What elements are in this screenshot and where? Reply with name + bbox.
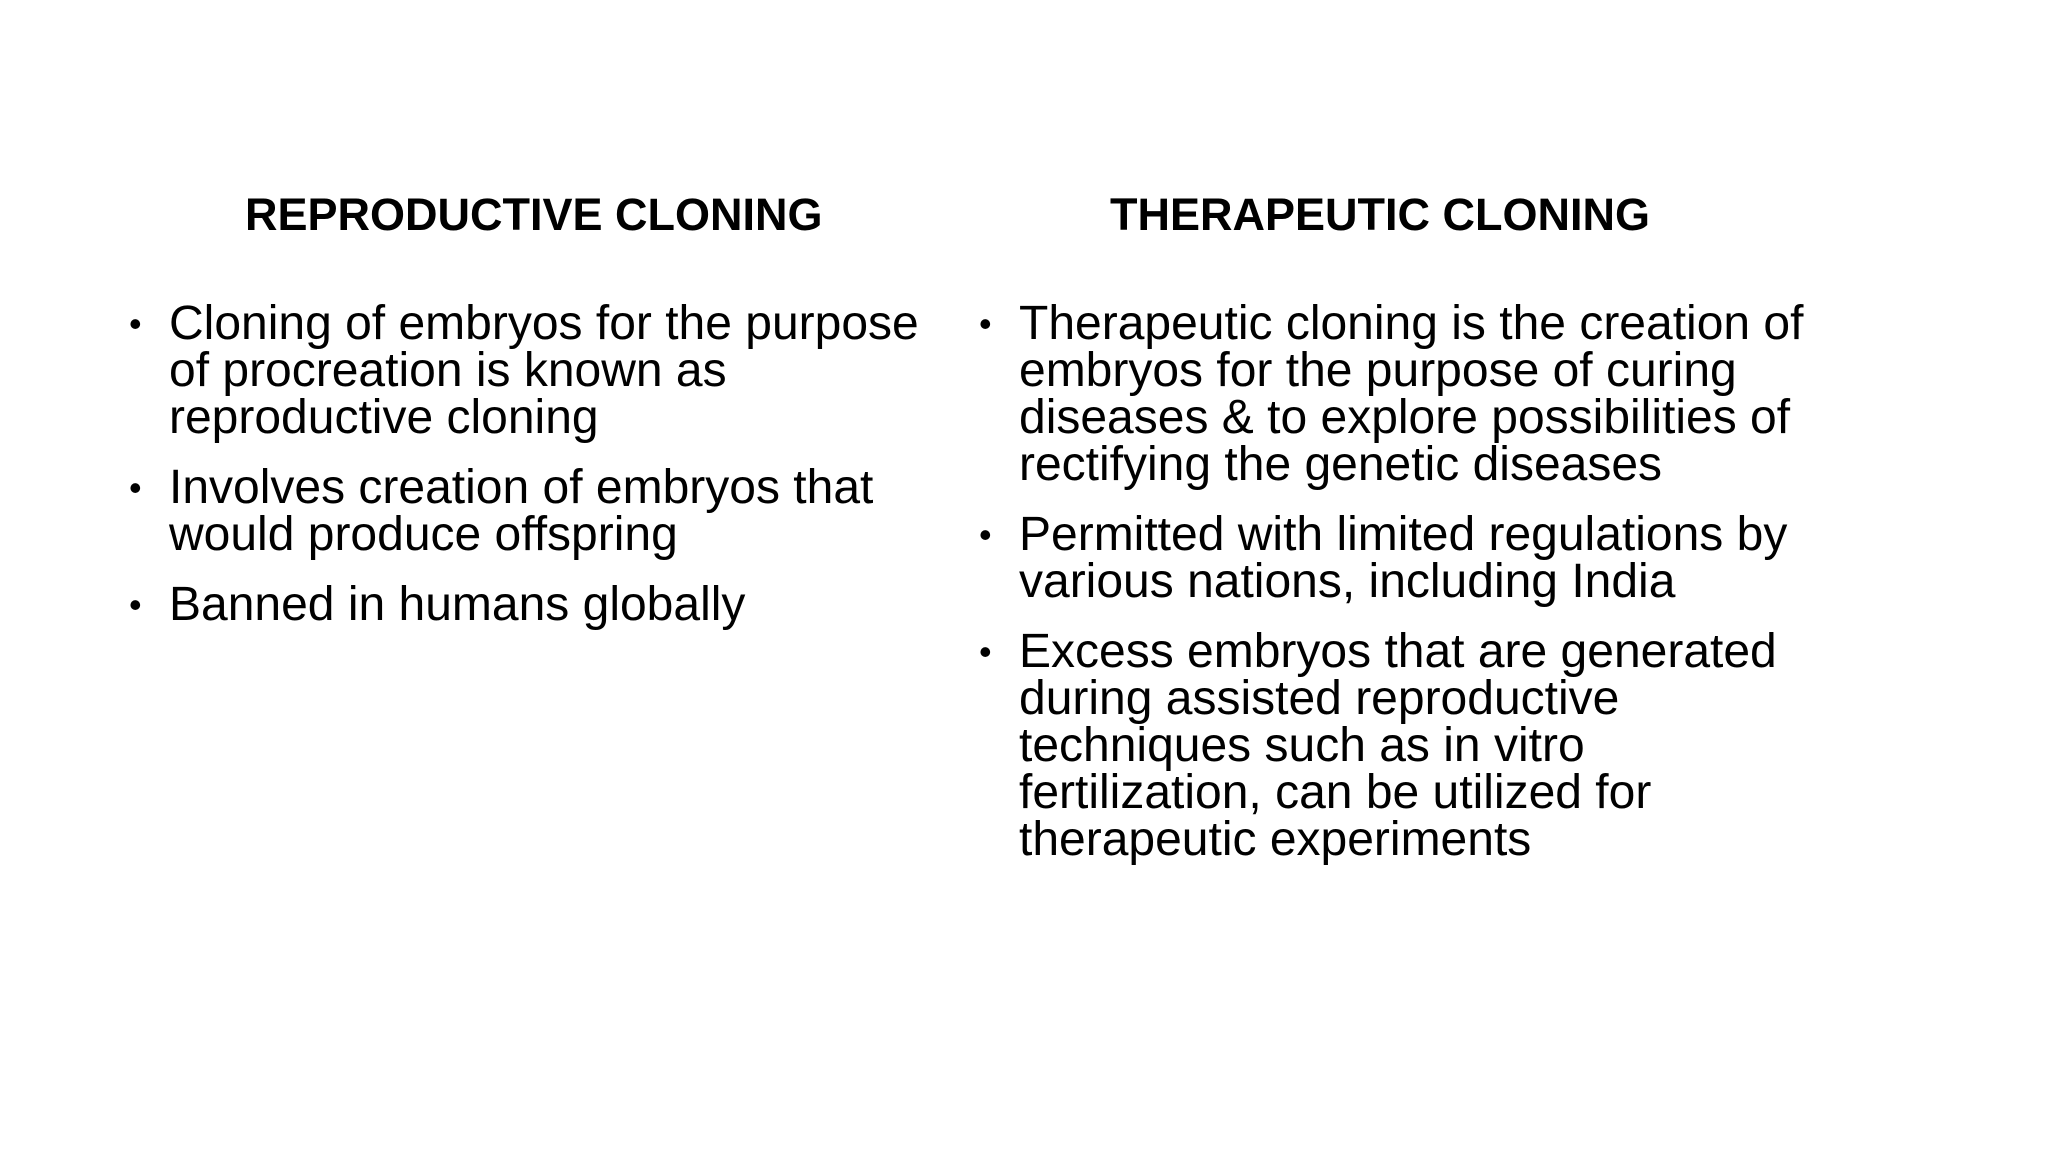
- bullet-text: Cloning of embryos for the purpose of procreation is known as reproductive cloning: [169, 297, 919, 444]
- bullet-icon: •: [129, 467, 142, 508]
- reproductive-cloning-list: [125, 297, 955, 631]
- list-item: [975, 508, 1805, 608]
- therapeutic-cloning-heading: THERAPEUTIC CLONING: [1110, 189, 1650, 240]
- reproductive-cloning-heading: REPRODUCTIVE CLONING: [245, 189, 823, 240]
- bullet-icon: •: [129, 303, 142, 344]
- bullet-text: Excess embryos that are generated during assisted reproductive techniques such as in vitro fertilization, can be utilized for therapeutic experiments: [1019, 625, 1777, 866]
- bullet-text: Involves creation of embryos that would produce offspring: [169, 461, 874, 561]
- bullet-text: Banned in humans globally: [169, 578, 746, 631]
- bullet-icon: •: [979, 303, 992, 344]
- bullet-icon: •: [129, 584, 142, 625]
- list-item: [125, 297, 955, 444]
- list-item: [975, 625, 1805, 866]
- bullet-text: Permitted with limited regulations by various nations, including India: [1019, 508, 1788, 608]
- list-item: [125, 578, 955, 631]
- reproductive-cloning-column: [125, 185, 955, 651]
- therapeutic-cloning-column: [975, 185, 1805, 886]
- bullet-text: Therapeutic cloning is the creation of embryos for the purpose of curing diseases & to explore possibilities of rectifying the genetic diseases: [1019, 297, 1804, 491]
- bullet-icon: •: [979, 514, 992, 555]
- list-item: [125, 461, 955, 561]
- therapeutic-cloning-list: [975, 297, 1805, 866]
- bullet-icon: •: [979, 631, 992, 672]
- list-item: [975, 297, 1805, 491]
